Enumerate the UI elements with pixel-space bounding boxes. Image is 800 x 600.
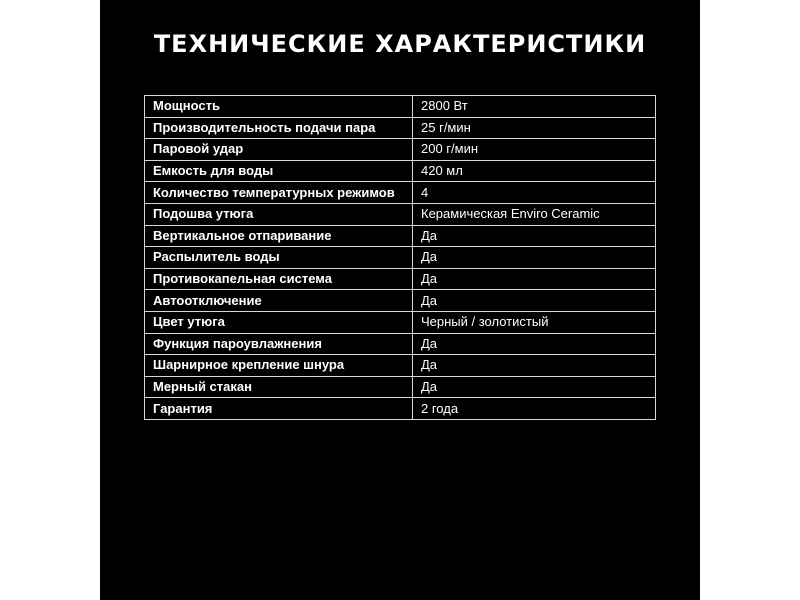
table-row — [145, 247, 656, 269]
table-row — [145, 139, 656, 161]
spec-sheet — [100, 0, 700, 600]
spec-value-cell: 25 г/мин — [413, 117, 656, 139]
spec-param-cell: Производительность подачи пара — [145, 117, 413, 139]
spec-value-cell: 2800 Вт — [413, 96, 656, 118]
table-row — [145, 355, 656, 377]
table-row — [145, 117, 656, 139]
spec-value-cell: Керамическая Enviro Ceramic — [413, 203, 656, 225]
spec-param-cell: Цвет утюга — [145, 311, 413, 333]
spec-table — [144, 95, 656, 420]
table-row — [145, 311, 656, 333]
spec-param-cell: Мощность — [145, 96, 413, 118]
spec-param-cell: Паровой удар — [145, 139, 413, 161]
table-row — [145, 225, 656, 247]
spec-value-cell: 2 года — [413, 398, 656, 420]
spec-param-cell: Мерный стакан — [145, 376, 413, 398]
spec-value-cell: 200 г/мин — [413, 139, 656, 161]
table-row — [145, 96, 656, 118]
spec-value-cell: Да — [413, 290, 656, 312]
spec-value-cell: Да — [413, 376, 656, 398]
spec-param-cell: Автоотключение — [145, 290, 413, 312]
page-title: ТЕХНИЧЕСКИЕ ХАРАКТЕРИСТИКИ — [153, 30, 647, 58]
spec-value-cell: 420 мл — [413, 160, 656, 182]
table-row — [145, 290, 656, 312]
table-row — [145, 182, 656, 204]
table-row — [145, 268, 656, 290]
table-row — [145, 203, 656, 225]
spec-param-cell: Противокапельная система — [145, 268, 413, 290]
spec-value-cell: 4 — [413, 182, 656, 204]
spec-value-cell: Черный / золотистый — [413, 311, 656, 333]
spec-value-cell: Да — [413, 247, 656, 269]
spec-table-body — [145, 96, 656, 420]
table-row — [145, 333, 656, 355]
table-row — [145, 376, 656, 398]
spec-param-cell: Гарантия — [145, 398, 413, 420]
spec-value-cell: Да — [413, 268, 656, 290]
spec-value-cell: Да — [413, 225, 656, 247]
spec-param-cell: Шарнирное крепление шнура — [145, 355, 413, 377]
table-row — [145, 398, 656, 420]
table-row — [145, 160, 656, 182]
spec-value-cell: Да — [413, 355, 656, 377]
spec-value-cell: Да — [413, 333, 656, 355]
spec-param-cell: Вертикальное отпаривание — [145, 225, 413, 247]
spec-param-cell: Распылитель воды — [145, 247, 413, 269]
spec-param-cell: Емкость для воды — [145, 160, 413, 182]
spec-param-cell: Количество температурных режимов — [145, 182, 413, 204]
spec-param-cell: Функция пароувлажнения — [145, 333, 413, 355]
spec-param-cell: Подошва утюга — [145, 203, 413, 225]
